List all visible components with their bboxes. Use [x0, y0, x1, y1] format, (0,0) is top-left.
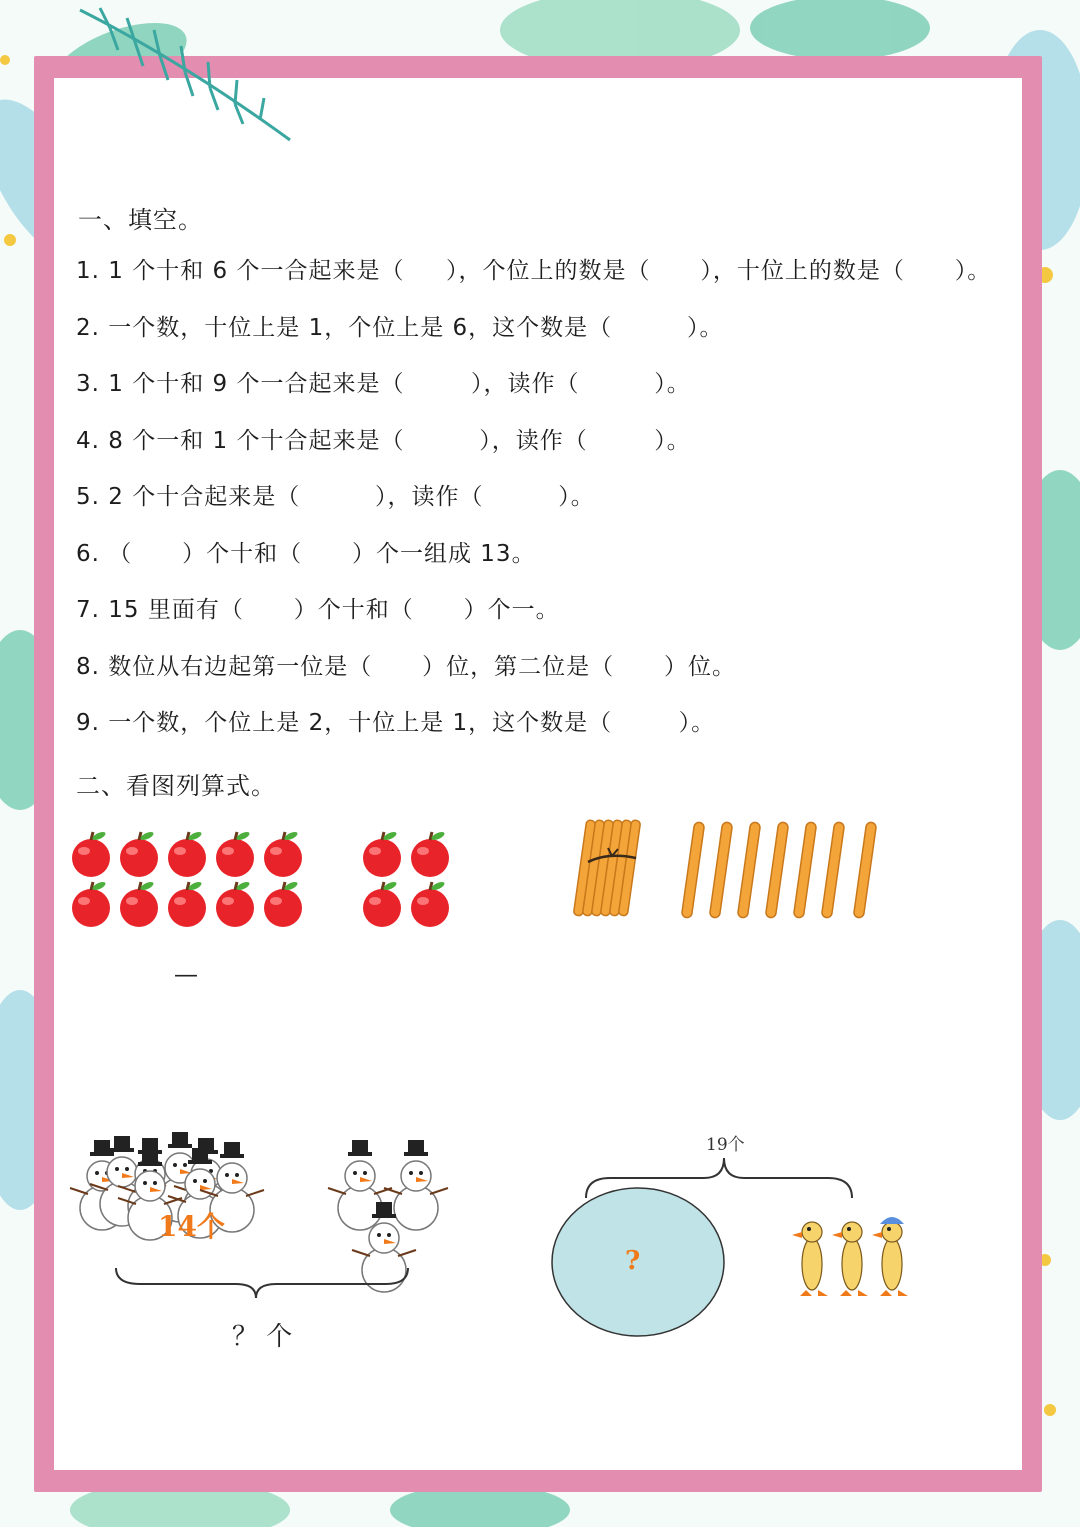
apples-figure — [66, 826, 466, 936]
stick-icon — [709, 822, 732, 918]
apple-icon — [264, 880, 302, 927]
snowman-count-label: 14个 — [158, 1210, 225, 1243]
apple-icon — [120, 880, 158, 927]
snowman-question-label: ？ 个 — [232, 1322, 293, 1352]
question-8: 8. 数位从右边起第一位是（ ）位，第二位是（ ）位。 — [76, 654, 736, 680]
duckling-icon — [872, 1222, 908, 1296]
question-3: 3. 1 个十和 9 个一合起来是（ ），读作（ ）。 — [76, 371, 691, 397]
duckling-icon — [832, 1222, 868, 1296]
apple-icon — [216, 880, 254, 927]
apple-icon — [411, 830, 449, 877]
question-2: 2. 一个数，十位上是 1，个位上是 6，这个数是（ ）。 — [76, 315, 724, 341]
apple-group-right — [363, 830, 449, 927]
question-5: 5. 2 个十合起来是（ ），读作（ ）。 — [76, 484, 595, 510]
apple-icon — [168, 880, 206, 927]
stick-icon — [681, 822, 704, 918]
stick-icon — [853, 822, 876, 918]
apple-icon — [168, 830, 206, 877]
duckling-icon — [792, 1222, 828, 1296]
fern-decoration-icon — [60, 0, 300, 150]
section1-heading: 一、填空。 — [78, 206, 203, 234]
question-1: 1. 1 个十和 6 个一合起来是（ ），个位上的数是（ ），十位上的数是（ ）。 — [76, 258, 992, 284]
apple-icon — [264, 830, 302, 877]
total-label: 19个 — [706, 1135, 745, 1155]
snowman-crowd — [70, 1132, 448, 1292]
stick-bundle-icon — [573, 820, 640, 916]
ducks-figure — [540, 1128, 930, 1344]
apple-icon — [411, 880, 449, 927]
unknown-label: ? — [625, 1246, 641, 1276]
question-4: 4. 8 个一和 1 个十合起来是（ ），读作（ ）。 — [76, 428, 691, 454]
snowmen-figure — [60, 1130, 460, 1320]
apple-icon — [120, 830, 158, 877]
sticks-figure — [570, 812, 900, 930]
apple-icon — [72, 880, 110, 927]
apple-icon — [363, 830, 401, 877]
question-9: 9. 一个数，个位上是 2，十位上是 1，这个数是（ ）。 — [76, 710, 716, 736]
question-6: 6. （ ）个十和（ ）个一组成 13。 — [76, 541, 536, 567]
question-7: 7. 15 里面有（ ）个十和（ ）个一。 — [76, 597, 560, 623]
stick-icon — [737, 822, 760, 918]
apple-group-left — [72, 830, 302, 927]
loose-sticks — [681, 822, 876, 918]
apple-icon — [363, 880, 401, 927]
section2-heading: 二、看图列算式。 — [76, 772, 276, 800]
duck-cap — [880, 1217, 904, 1224]
answer-dash: — — [174, 960, 198, 988]
stick-icon — [793, 822, 816, 918]
apple-icon — [72, 830, 110, 877]
stick-icon — [765, 822, 788, 918]
apple-icon — [216, 830, 254, 877]
stick-icon — [821, 822, 844, 918]
